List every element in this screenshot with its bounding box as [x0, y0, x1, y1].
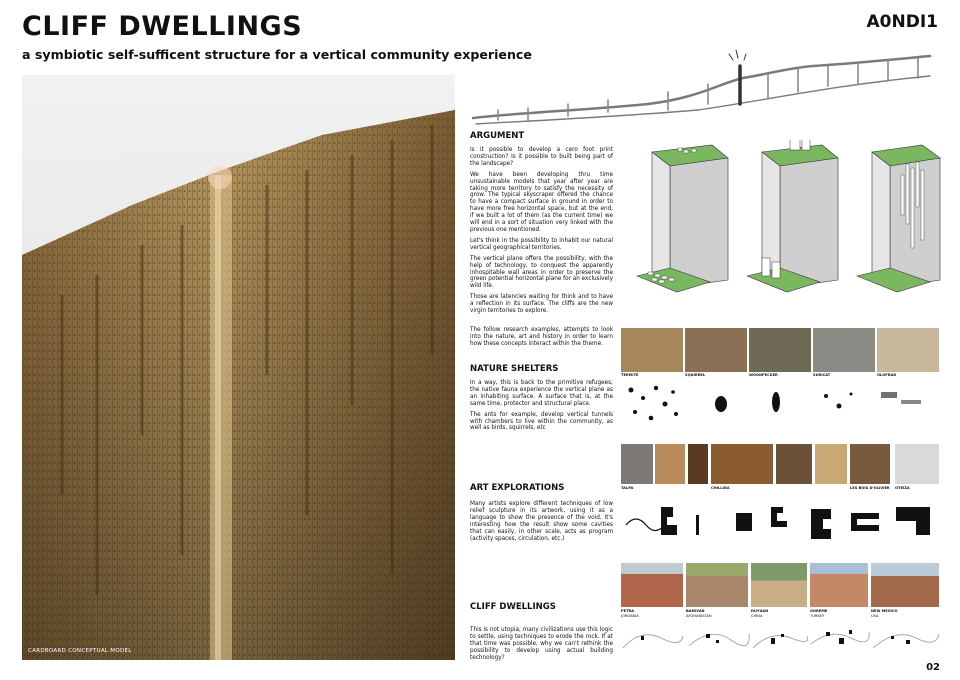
diagram-cliff-carved	[857, 145, 940, 292]
page-subtitle: a symbiotic self-sufficent structure for a vertical community experience	[22, 47, 532, 62]
argument-paragraph: We have been developing thru time unsustainable models that year after year are taking more territory to satisfy the necessity of grow. The typical skyscraper offered the chance to have a compact surface in ground in order to have more free horizontal space, but at the end, if we built a lot of them (as the current time) we will end in a sort of situation very linked with the previous one mentioned.	[470, 171, 613, 233]
nature-silhouettes	[621, 380, 941, 430]
argument-heading: ARGUMENT	[470, 131, 525, 141]
cliff-dwellings-paragraph: This is not utopia; many civilizations use this logic to settle, using techniques to erode the rock. If at that time was possible, why we can't rethink the possibility to develop using actual building technology?	[470, 627, 613, 661]
goreme-photo	[810, 563, 868, 607]
image-label: TALPA	[621, 486, 634, 490]
project-code: A0NDI1	[866, 12, 938, 32]
duyuan-photo	[751, 563, 807, 607]
image-label: CHILLIDA	[711, 486, 730, 490]
art-explorations-heading: ART EXPLORATIONS	[470, 483, 565, 493]
photo-caption: CARDBOARD CONCEPTUAL MODEL	[28, 648, 132, 654]
art-explorations-paragraph: Many artists explore different techniques of low relief sculpture in its artwork, using it as a language to show the presence of the void. It's interesting how the result show some cavities that can easily, in other scale, acts as program (activity spaces, circulation, etc.)	[470, 501, 613, 542]
image-label: BAMIYAN AFGHANISTAN	[686, 609, 712, 618]
cliff-sketch	[468, 40, 938, 130]
cliff-dwellings-heading: CLIFF DWELLINGS	[470, 602, 556, 612]
image-label: SQUIRREL	[685, 373, 706, 377]
vertical-concept-diagrams	[622, 140, 942, 315]
les-bois-photo	[850, 444, 890, 484]
argument-paragraph: Let's think in the possibility to inhabit our natural vertical geographical territories.	[470, 237, 613, 251]
argument-paragraph: Is it possible to develop a cero foot print construction? Is it possible to built being part of the landscape?	[470, 147, 613, 167]
oteiza-photo	[895, 444, 939, 484]
image-label: GOREME TURKEY	[810, 609, 828, 618]
image-label: OTEIZA	[895, 486, 910, 490]
image-label: PETRA JORDANIA	[621, 609, 639, 618]
sculpture-photo	[815, 444, 847, 484]
suricat-photo	[813, 328, 875, 372]
nature-shelters-heading: NATURE SHELTERS	[470, 364, 559, 374]
art-explorations-text	[470, 501, 613, 546]
image-label: LES BOIS D'OLIVIER	[850, 486, 890, 490]
page-title: CLIFF DWELLINGS	[22, 11, 303, 42]
cardboard-model-photo	[22, 75, 455, 660]
nature-shelters-paragraph: In a way, this is back to the primitive refugees; the native fauna experience the vertical plane as an inhabiting surface. A surface that is, at the same time, protector and structural place.	[470, 380, 613, 407]
olofrad-photo	[877, 328, 939, 372]
petra-photo	[621, 563, 683, 607]
art-silhouettes	[621, 495, 941, 553]
image-label: OLOFRAD	[877, 373, 897, 377]
research-intro: The follow research examples, attempts to look into the nature, art and history in order to learn how these concepts interact within the theme.	[470, 327, 613, 347]
image-label: WOODPECKER	[749, 373, 778, 377]
sculpture-photo	[776, 444, 812, 484]
chillida-photo	[711, 444, 773, 484]
bamiyan-photo	[686, 563, 748, 607]
sculpture-photo	[655, 444, 685, 484]
cliff-dwellings-text	[470, 627, 613, 666]
talpa-photo	[621, 444, 653, 484]
nature-shelters-text	[470, 380, 613, 436]
image-label: SURICAT	[813, 373, 831, 377]
cliff-dwelling-sketches	[621, 618, 941, 660]
diagram-towers	[747, 140, 838, 292]
squirrel-photo	[685, 328, 747, 372]
new-mexico-photo	[871, 563, 939, 607]
termite-photo	[621, 328, 683, 372]
diagram-skyline-on-ground	[637, 145, 728, 292]
woodpecker-photo	[749, 328, 811, 372]
sculpture-photo	[688, 444, 708, 484]
image-label: DUYUAN CHINA	[751, 609, 769, 618]
cardboard-model-illustration	[22, 75, 455, 660]
argument-paragraph: The vertical plane offers the possibility, with the help of technology, to conquest the apparently inhospitable wall areas in order to preserve the green potential horizontal plane for an exclusively wild life.	[470, 255, 613, 290]
image-label: NEW MEXICO USA	[871, 609, 898, 618]
argument-text	[470, 147, 613, 319]
nature-shelters-paragraph: The ants for example, develop vertical tunnels with chambers to live within the community, as well as birds, squirrels, etc	[470, 411, 613, 432]
argument-paragraph: Those are latencies waiting for think and to have a reflection in its surface. The cliffs are the new virgin territories to explore.	[470, 294, 613, 315]
page-number: 02	[926, 662, 940, 673]
image-label: TERMITE	[621, 373, 639, 377]
